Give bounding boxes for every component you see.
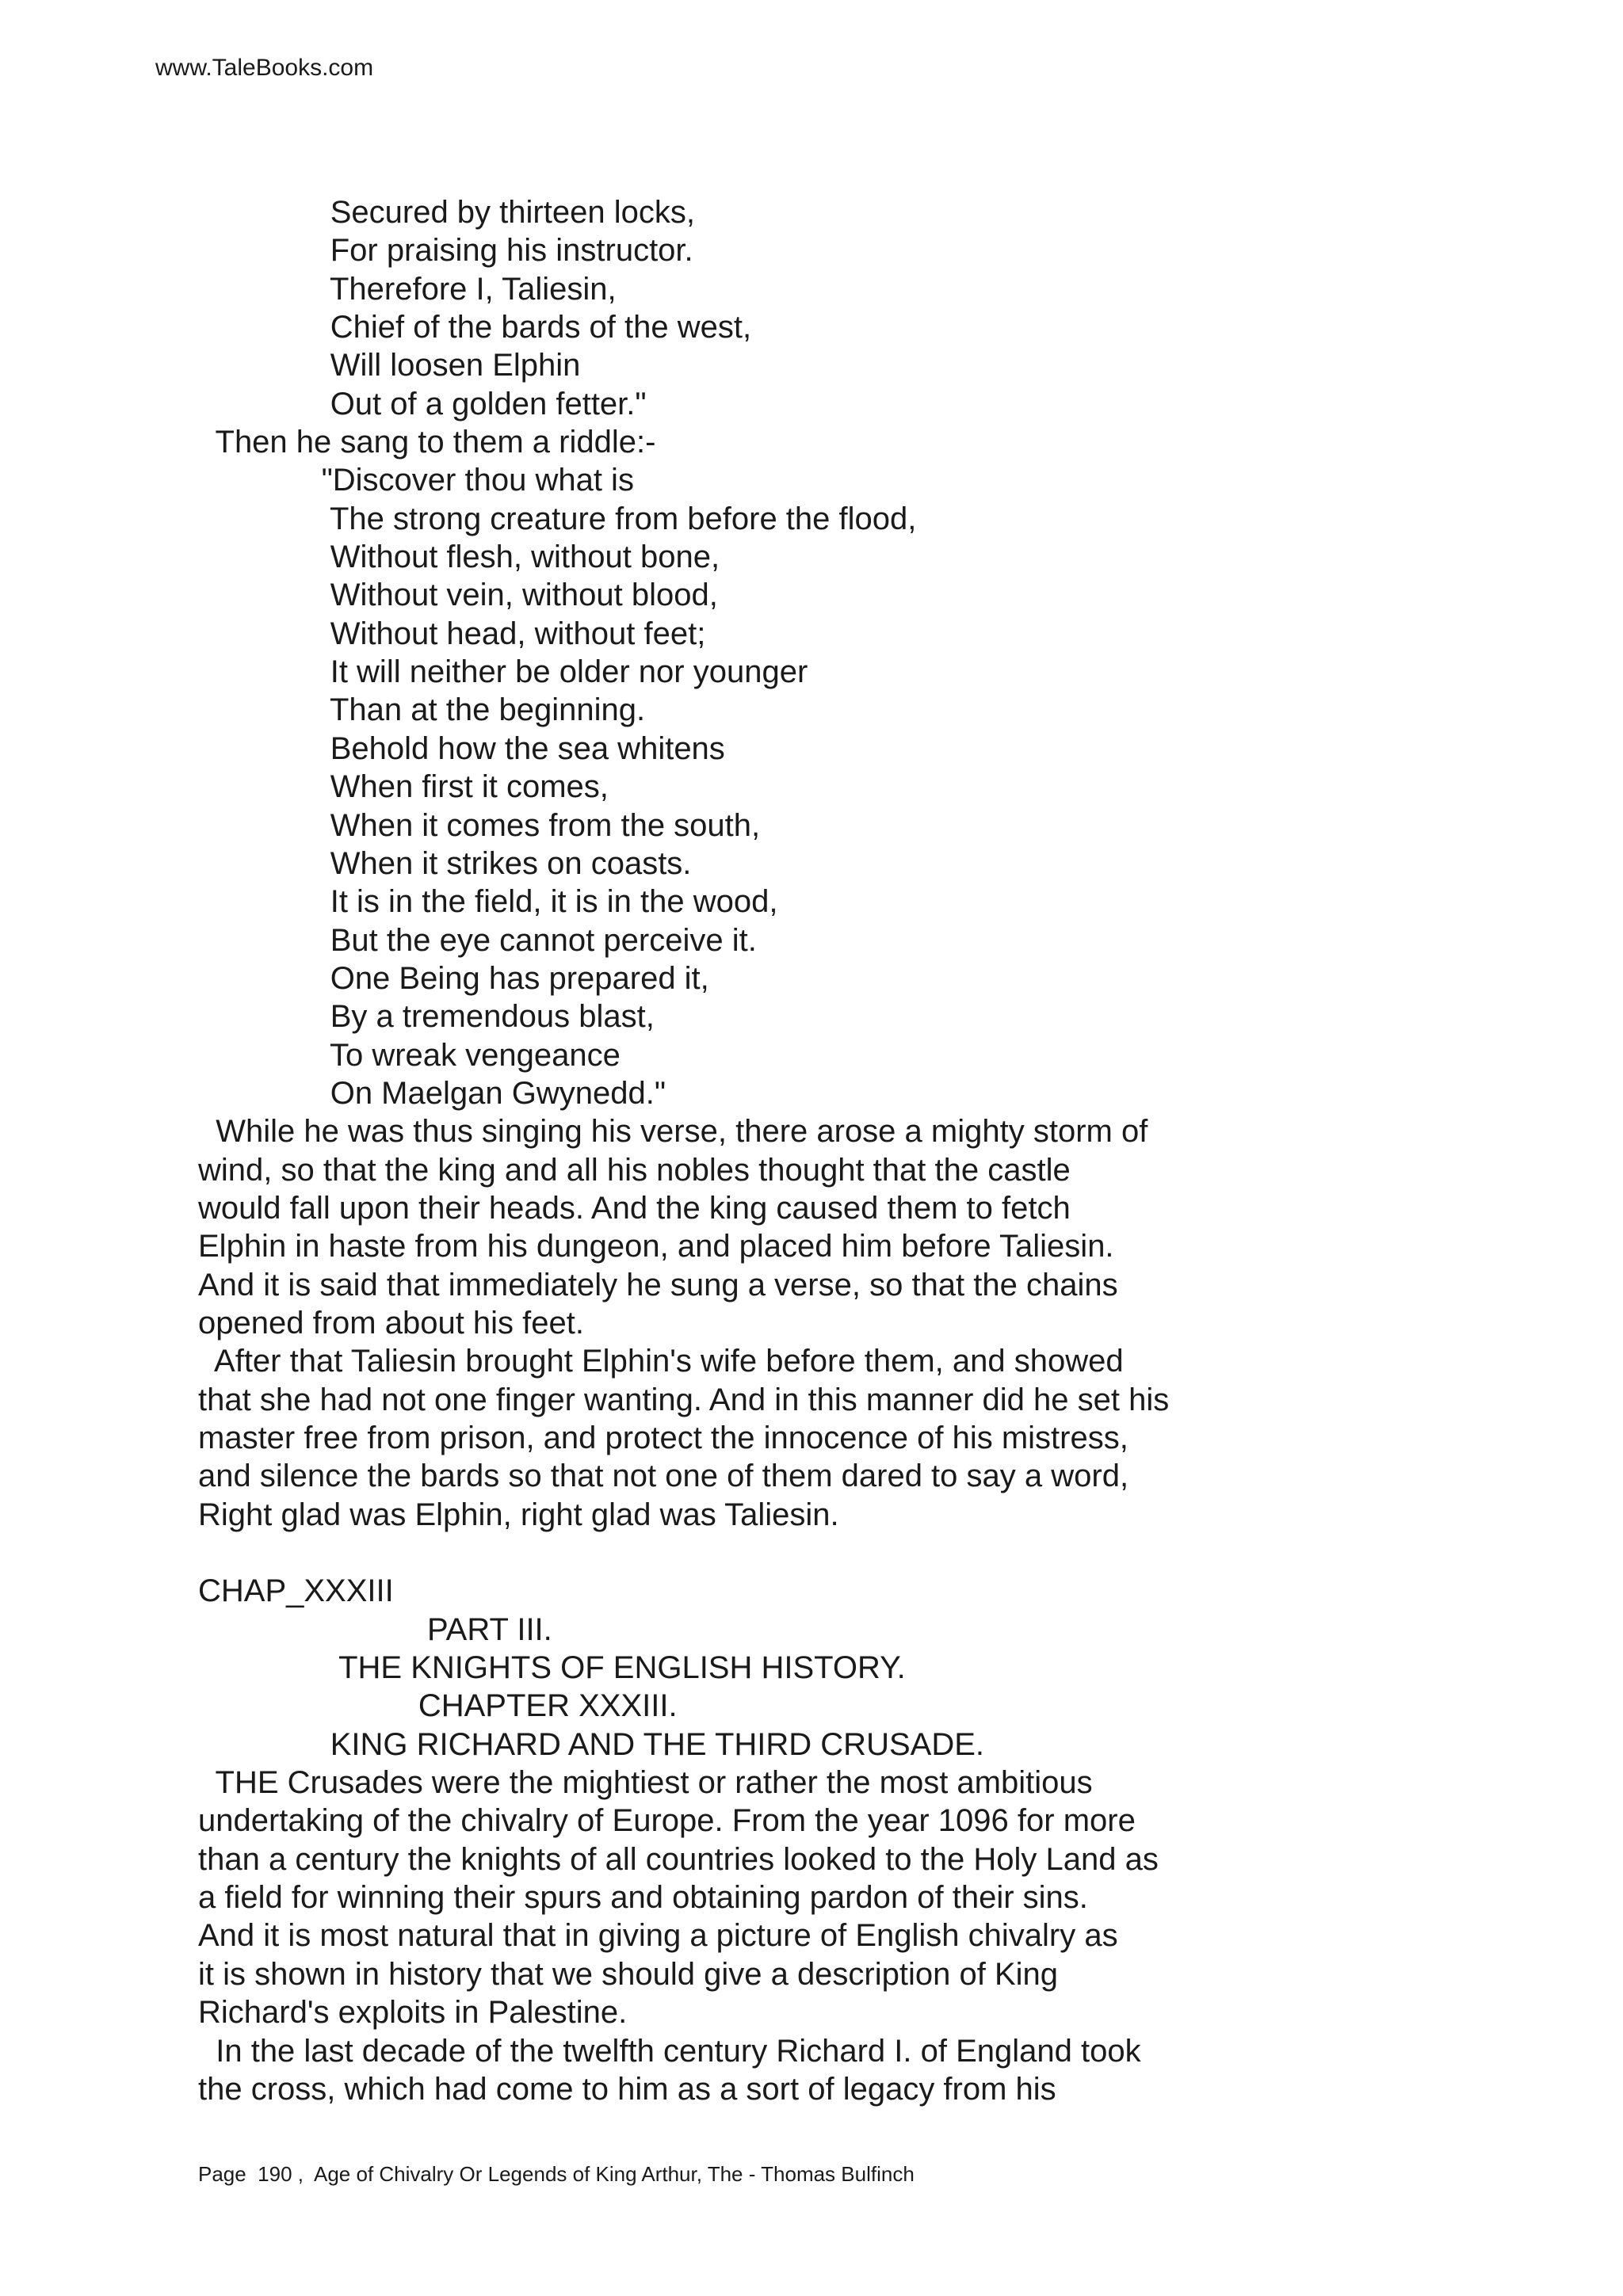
text-line: would fall upon their heads. And the king caused them to fetch xyxy=(198,1190,1071,1226)
text-line: it is shown in history that we should give a description of King xyxy=(198,1956,1059,1992)
part-title: THE KNIGHTS OF ENGLISH HISTORY. xyxy=(198,1650,906,1686)
text-line: After that Taliesin brought Elphin's wife before them, and showed xyxy=(198,1344,1124,1379)
text-line: master free from prison, and protect the innocence of his mistress, xyxy=(198,1421,1128,1455)
text-line: Out of a golden fetter." xyxy=(198,386,647,421)
chapter-heading: CHAPTER XXXIII. xyxy=(198,1688,678,1724)
text-line: It is in the field, it is in the wood, xyxy=(198,884,778,920)
text-line: Without flesh, without bone, xyxy=(198,540,720,575)
text-line: Elphin in haste from his dungeon, and placed him before Taliesin. xyxy=(198,1229,1114,1264)
text-line: Right glad was Elphin, right glad was Taliesin. xyxy=(198,1497,839,1532)
text-line: And it is said that immediately he sung a verse, so that the chains xyxy=(198,1267,1118,1302)
text-line: To wreak vengeance xyxy=(198,1037,621,1073)
text-line: Chief of the bards of the west, xyxy=(198,310,752,345)
text-line: The strong creature from before the flood, xyxy=(198,501,917,536)
text-line: When it strikes on coasts. xyxy=(198,845,692,881)
text-line: But the eye cannot perceive it. xyxy=(198,922,757,958)
chapter-marker: CHAP_XXXIII xyxy=(198,1573,394,1609)
text-line: Without vein, without blood, xyxy=(198,578,718,613)
text-line: Without head, without feet; xyxy=(198,616,706,651)
text-line: wind, so that the king and all his nobles thought that the castle xyxy=(198,1152,1071,1188)
text-line: than a century the knights of all countries looked to the Holy Land as xyxy=(198,1841,1159,1877)
text-line: By a tremendous blast, xyxy=(198,999,655,1035)
page-footer: Page 190 , Age of Chivalry Or Legends of King Arthur, The - Thomas Bulfinch xyxy=(198,2162,915,2186)
text-line: For praising his instructor. xyxy=(198,233,693,269)
page-body-text xyxy=(198,193,1545,2108)
text-line: Therefore I, Taliesin, xyxy=(198,271,617,307)
text-line: Secured by thirteen locks, xyxy=(198,195,695,230)
text-line: When it comes from the south, xyxy=(198,807,761,843)
chapter-title: KING RICHARD AND THE THIRD CRUSADE. xyxy=(198,1726,984,1762)
blank-line xyxy=(198,1534,1545,1572)
text-line: Than at the beginning. xyxy=(198,692,646,728)
text-line: the cross, which had come to him as a sort of legacy from his xyxy=(198,2071,1056,2107)
text-line: "Discover thou what is xyxy=(198,463,634,498)
site-header: www.TaleBooks.com xyxy=(155,55,374,81)
text-line: a field for winning their spurs and obtaining pardon of their sins. xyxy=(198,1880,1088,1916)
text-line: Will loosen Elphin xyxy=(198,348,581,383)
text-line: and silence the bards so that not one of them dared to say a word, xyxy=(198,1459,1129,1494)
text-line: And it is most natural that in giving a picture of English chivalry as xyxy=(198,1918,1118,1954)
text-line: undertaking of the chivalry of Europe. From the year 1096 for more xyxy=(198,1803,1136,1839)
text-line: Then he sang to them a riddle:- xyxy=(198,425,656,460)
text-line: When first it comes, xyxy=(198,769,609,805)
text-line: In the last decade of the twelfth century Richard I. of England took xyxy=(198,2033,1141,2069)
text-line: opened from about his feet. xyxy=(198,1305,584,1341)
text-line: Richard's exploits in Palestine. xyxy=(198,1995,628,2031)
text-line: While he was thus singing his verse, there arose a mighty storm of xyxy=(198,1114,1148,1150)
text-line: Behold how the sea whitens xyxy=(198,730,725,766)
text-line: It will neither be older nor younger xyxy=(198,654,808,690)
text-line: On Maelgan Gwynedd." xyxy=(198,1075,666,1111)
text-line: One Being has prepared it, xyxy=(198,960,709,996)
text-line: THE Crusades were the mightiest or rather the most ambitious xyxy=(198,1765,1093,1801)
part-heading: PART III. xyxy=(198,1611,552,1647)
text-line: that she had not one finger wanting. And in this manner did he set his xyxy=(198,1382,1170,1417)
